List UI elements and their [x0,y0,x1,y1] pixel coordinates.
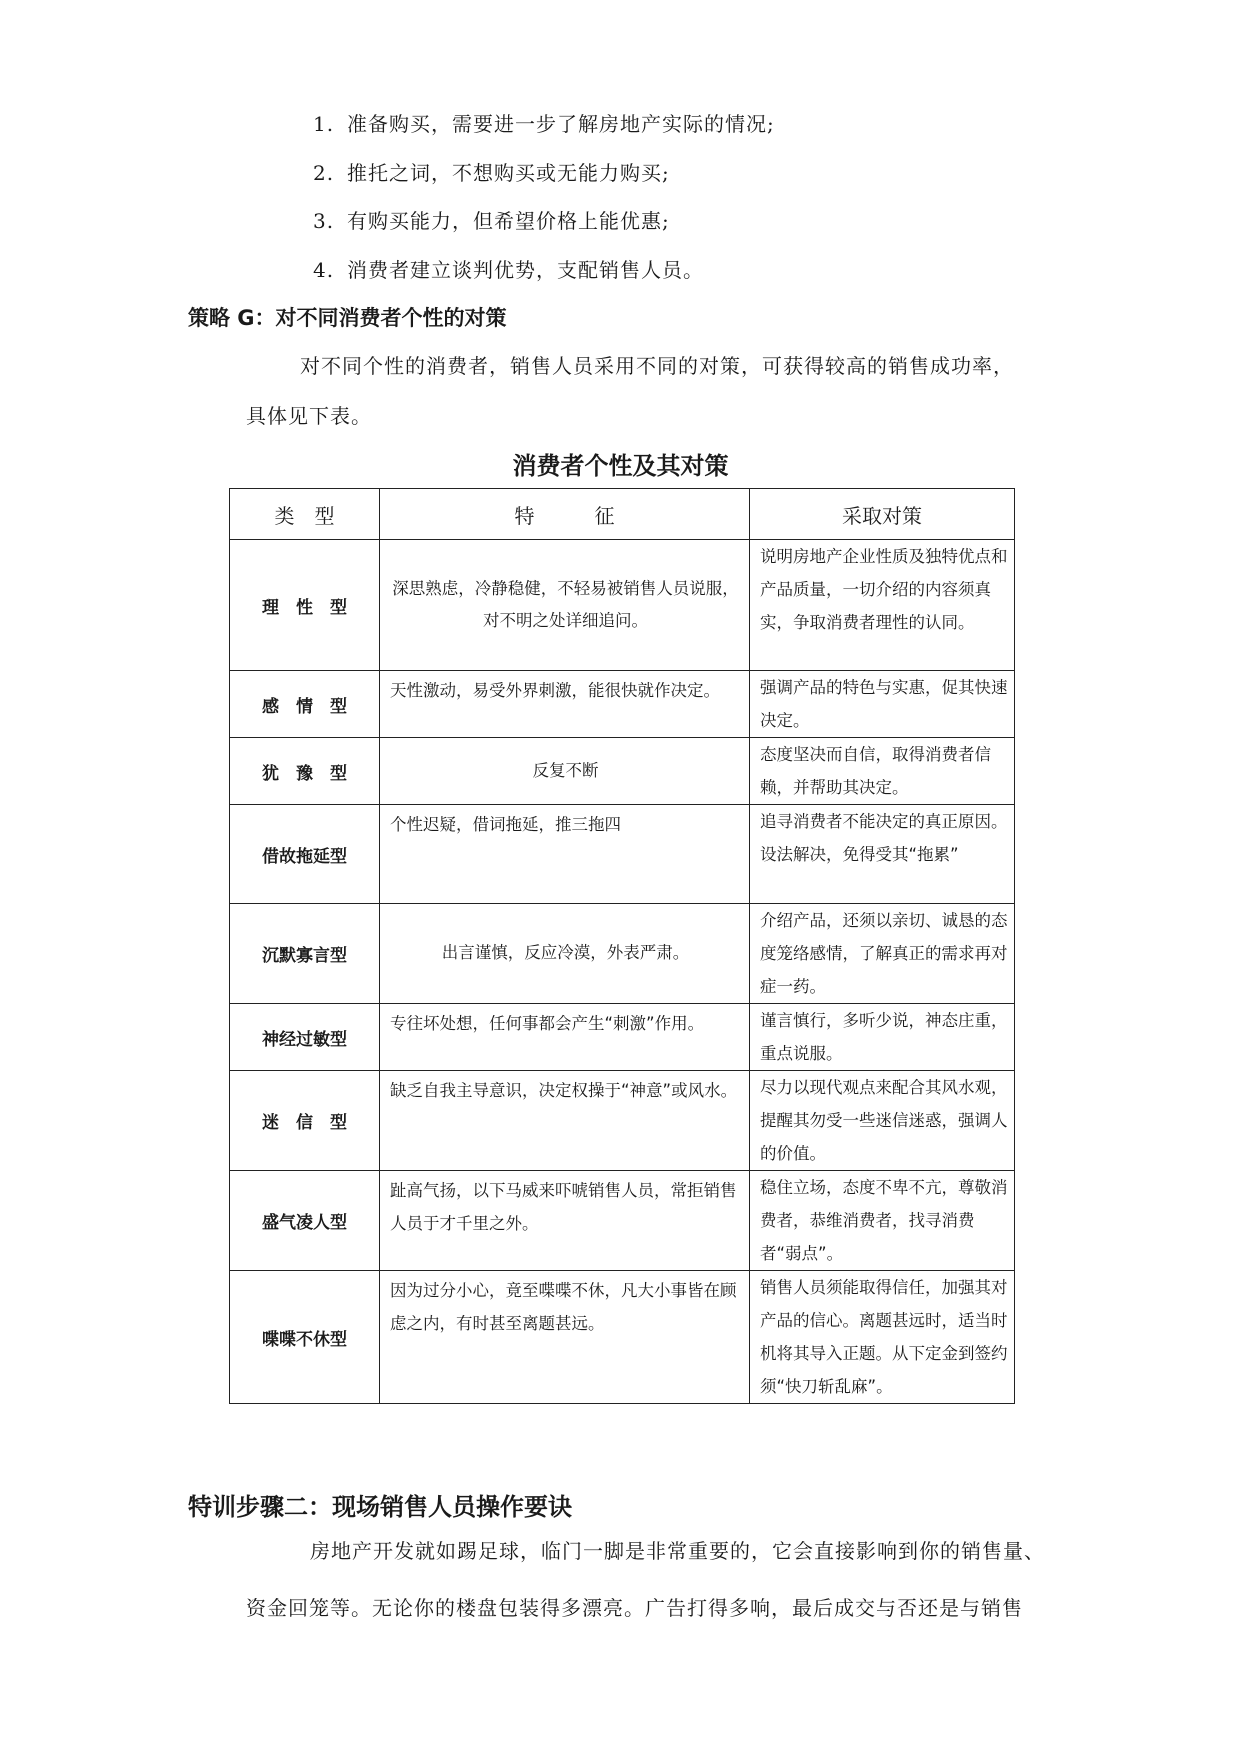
header-type: 类 型 [230,489,380,540]
header-feature: 特 征 [380,489,750,540]
strategy-cell: 强调产品的特色与实惠，促其快速决定。 [750,671,1015,738]
strategy-cell: 销售人员须能取得信任，加强其对产品的信心。离题甚远时，适当时机将其导入正题。从下定金到签约须“快刀斩乱麻”。 [750,1271,1015,1404]
list-item-text: 有购买能力，但希望价格上能优惠; [347,209,670,233]
list-item-number: 1. [313,112,335,136]
strategy-cell: 稳住立场，态度不卑不亢，尊敬消费者，恭维消费者，找寻消费者“弱点”。 [750,1171,1015,1271]
table-row [230,1271,1015,1404]
strategy-cell: 说明房地产企业性质及独特优点和产品质量，一切介绍的内容须真实，争取消费者理性的认同。 [750,540,1015,671]
step-two-paragraph-line1: 房地产开发就如踢足球，临门一脚是非常重要的，它会直接影响到你的销售量、 [310,1539,1045,1563]
strategy-cell: 谨言慎行，多听少说，神态庄重，重点说服。 [750,1004,1015,1071]
list-item-text: 推托之词，不想购买或无能力购买; [347,160,670,185]
table-title: 消费者个性及其对策 [512,452,729,480]
table-row [230,1171,1015,1271]
list-item [313,100,775,149]
type-cell: 神经过敏型 [230,1004,380,1071]
header-strategy: 采取对策 [750,489,1015,540]
list-item-number: 2. [313,160,335,185]
strategy-cell: 态度坚决而自信，取得消费者信赖，并帮助其决定。 [750,738,1015,805]
list-item [313,149,775,198]
strategy-cell: 尽力以现代观点来配合其风水观，提醒其勿受一些迷信迷惑，强调人的价值。 [750,1071,1015,1171]
feature-cell: 缺乏自我主导意识，决定权操于“神意”或风水。 [380,1071,750,1171]
strategy-g-heading: 策略 G：对不同消费者个性的对策 [188,306,507,330]
feature-cell: 专往坏处想，任何事都会产生“刺激”作用。 [380,1004,750,1071]
type-cell: 借故拖延型 [230,805,380,904]
list-item-text: 消费者建立谈判优势，支配销售人员。 [347,257,704,282]
type-cell: 感 情 型 [230,671,380,738]
table-row [230,805,1015,904]
type-cell: 迷 信 型 [230,1071,380,1171]
list-item [313,197,775,246]
table-row [230,540,1015,671]
feature-cell: 趾高气扬，以下马威来吓唬销售人员，常拒销售人员于才千里之外。 [380,1171,750,1271]
list-item-number: 4. [313,257,335,282]
step-two-paragraph-line2: 资金回笼等。无论你的楼盘包装得多漂亮。广告打得多响，最后成交与否还是与销售 [246,1596,1023,1620]
feature-cell: 因为过分小心，竟至喋喋不休，凡大小事皆在顾虑之内，有时甚至离题甚远。 [380,1271,750,1404]
table-row [230,904,1015,1004]
table-row [230,1071,1015,1171]
feature-cell: 个性迟疑，借词拖延，推三拖四 [380,805,750,904]
strategy-g-paragraph-line2: 具体见下表。 [246,404,372,428]
step-two-heading: 特训步骤二：现场销售人员操作要诀 [188,1493,572,1521]
type-cell: 理 性 型 [230,540,380,671]
reasons-list [313,100,775,294]
list-item [313,246,775,295]
list-item-text: 准备购买，需要进一步了解房地产实际的情况; [347,112,775,136]
feature-cell: 天性激动，易受外界刺激，能很快就作决定。 [380,671,750,738]
strategy-cell: 介绍产品，还须以亲切、诚恳的态度笼络感情，了解真正的需求再对症一药。 [750,904,1015,1004]
strategy-g-paragraph-line1: 对不同个性的消费者，销售人员采用不同的对策，可获得较高的销售成功率， [300,354,1014,378]
table-header-row [230,489,1015,540]
consumer-personality-table [229,488,1015,1404]
list-item-number: 3. [313,209,335,233]
feature-cell: 深思熟虑，冷静稳健，不轻易被销售人员说服，对不明之处详细追问。 [380,540,750,671]
type-cell: 沉默寡言型 [230,904,380,1004]
feature-cell: 反复不断 [380,738,750,805]
table-row [230,738,1015,805]
table-row [230,1004,1015,1071]
strategy-cell: 追寻消费者不能决定的真正原因。设法解决，免得受其“拖累” [750,805,1015,904]
type-cell: 喋喋不休型 [230,1271,380,1404]
type-cell: 盛气凌人型 [230,1171,380,1271]
feature-cell: 出言谨慎，反应冷漠，外表严肃。 [380,904,750,1004]
table-row [230,671,1015,738]
type-cell: 犹 豫 型 [230,738,380,805]
